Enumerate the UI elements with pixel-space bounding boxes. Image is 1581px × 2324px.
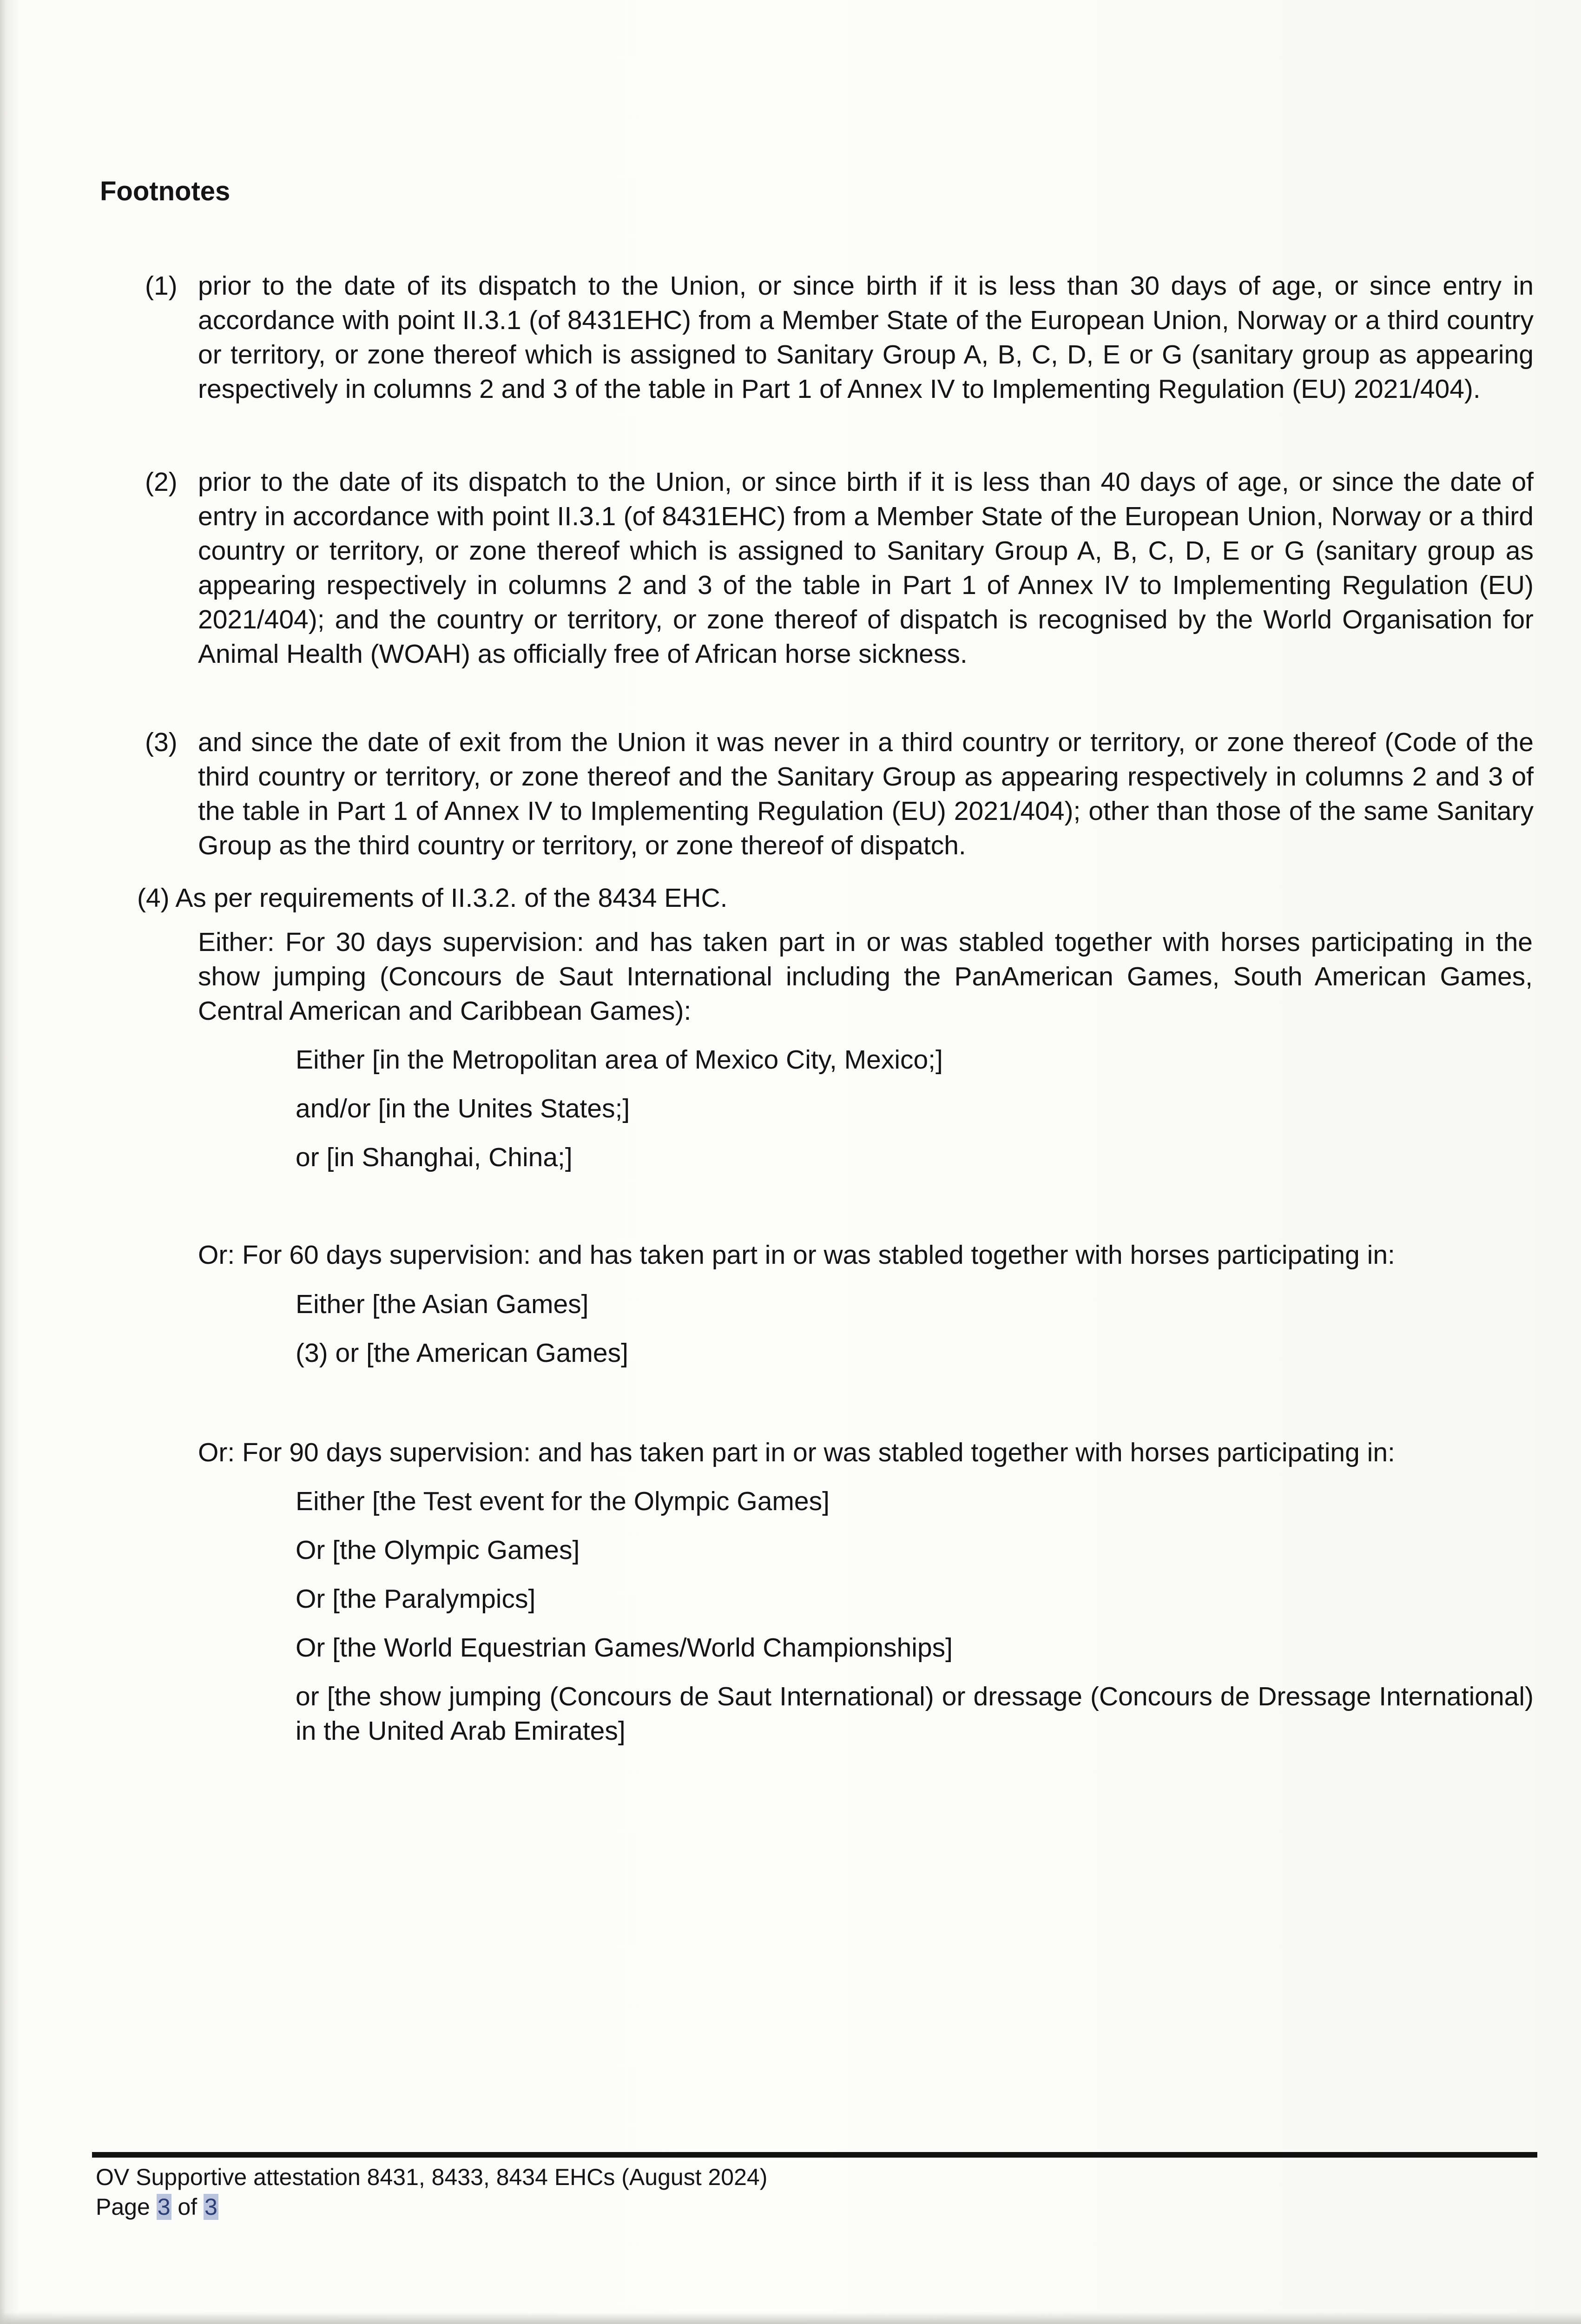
option-90-item-1: Either [the Test event for the Olympic Games] xyxy=(296,1486,830,1516)
option-30-item-3: or [in Shanghai, China;] xyxy=(296,1142,573,1172)
option-60-item-2: (3) or [the American Games] xyxy=(296,1338,628,1368)
footnote-2-number: (2) xyxy=(145,467,178,497)
footnote-1-number: (1) xyxy=(145,271,178,301)
footer-title: OV Supportive attestation 8431, 8433, 8434 EHCs (August 2024) xyxy=(96,2164,768,2190)
paper-bottom-edge xyxy=(0,2312,1581,2324)
footnote-2-text: prior to the date of its dispatch to the Union, or since birth if it is less than 40 days of age, or since the date of entry in accordance with point II.3.1 (of 8431EHC) from a Member State of the European Union, Norway or a third country or territory, or zone thereof which is assigned to Sanitary Group A, B, C, D, E or G (sanitary group as appearing respectively in columns 2 and 3 of the table in Part 1 of Annex IV to Implementing Regulation (EU) 2021/404); and the country or territory, or zone thereof of dispatch is recognised by the World Organisation for Animal Health (WOAH) as officially free of African horse sickness. xyxy=(198,467,1534,669)
option-30-item-1: Either [in the Metropolitan area of Mexico City, Mexico;] xyxy=(296,1045,943,1075)
option-90-item-4: Or [the World Equestrian Games/World Championships] xyxy=(296,1633,953,1663)
option-90-days-intro: Or: For 90 days supervision: and has taken part in or was stabled together with horses participating in: xyxy=(198,1438,1395,1467)
footnote-1 xyxy=(145,269,1534,406)
footer-page-prefix: Page xyxy=(96,2194,150,2220)
option-90-item-3: Or [the Paralympics] xyxy=(296,1584,536,1614)
footer-page-of: of xyxy=(178,2194,198,2220)
footnote-4-title: (4) As per requirements of II.3.2. of the 8434 EHC. xyxy=(137,883,728,913)
paper-left-edge xyxy=(0,0,6,2324)
footer-page-total: 3 xyxy=(204,2194,217,2220)
option-30-days-intro: Either: For 30 days supervision: and has taken part in or was stabled together with horses participating in the show jumping (Concours de Saut International including the PanAmerican Games, South American Games, Central American and Caribbean Games): xyxy=(198,927,1533,1026)
footer-divider xyxy=(92,2152,1537,2158)
footnotes-heading: Footnotes xyxy=(100,176,231,206)
option-60-days-intro: Or: For 60 days supervision: and has taken part in or was stabled together with horses participating in: xyxy=(198,1240,1395,1270)
option-90-item-2: Or [the Olympic Games] xyxy=(296,1535,580,1565)
option-30-item-2: and/or [in the Unites States;] xyxy=(296,1094,630,1123)
footnote-2 xyxy=(145,465,1534,671)
footnote-3-text: and since the date of exit from the Union it was never in a third country or territory, or zone thereof (Code of the third country or territory, or zone thereof and the Sanitary Group as appearing respectively in columns 2 and 3 of the table in Part 1 of Annex IV to Implementing Regulation (EU) 2021/404); other than those of the same Sanitary Group as the third country or territory, or zone thereof of dispatch. xyxy=(198,727,1534,860)
footnote-1-text: prior to the date of its dispatch to the Union, or since birth if it is less than 30 days of age, or since entry in accordance with point II.3.1 (of 8431EHC) from a Member State of the European Union, Norway or a third country or territory, or zone thereof which is assigned to Sanitary Group A, B, C, D, E or G (sanitary group as appearing respectively in columns 2 and 3 of the table in Part 1 of Annex IV to Implementing Regulation (EU) 2021/404). xyxy=(198,271,1534,404)
footer-page-current: 3 xyxy=(157,2194,171,2220)
option-90-item-5: or [the show jumping (Concours de Saut International) or dressage (Concours de Dressage International) in the United Arab Emirates] xyxy=(296,1682,1534,1746)
footer-page-number xyxy=(96,2192,218,2222)
option-60-item-1: Either [the Asian Games] xyxy=(296,1289,589,1319)
footnote-3-number: (3) xyxy=(145,727,178,757)
footnote-3 xyxy=(145,725,1534,863)
